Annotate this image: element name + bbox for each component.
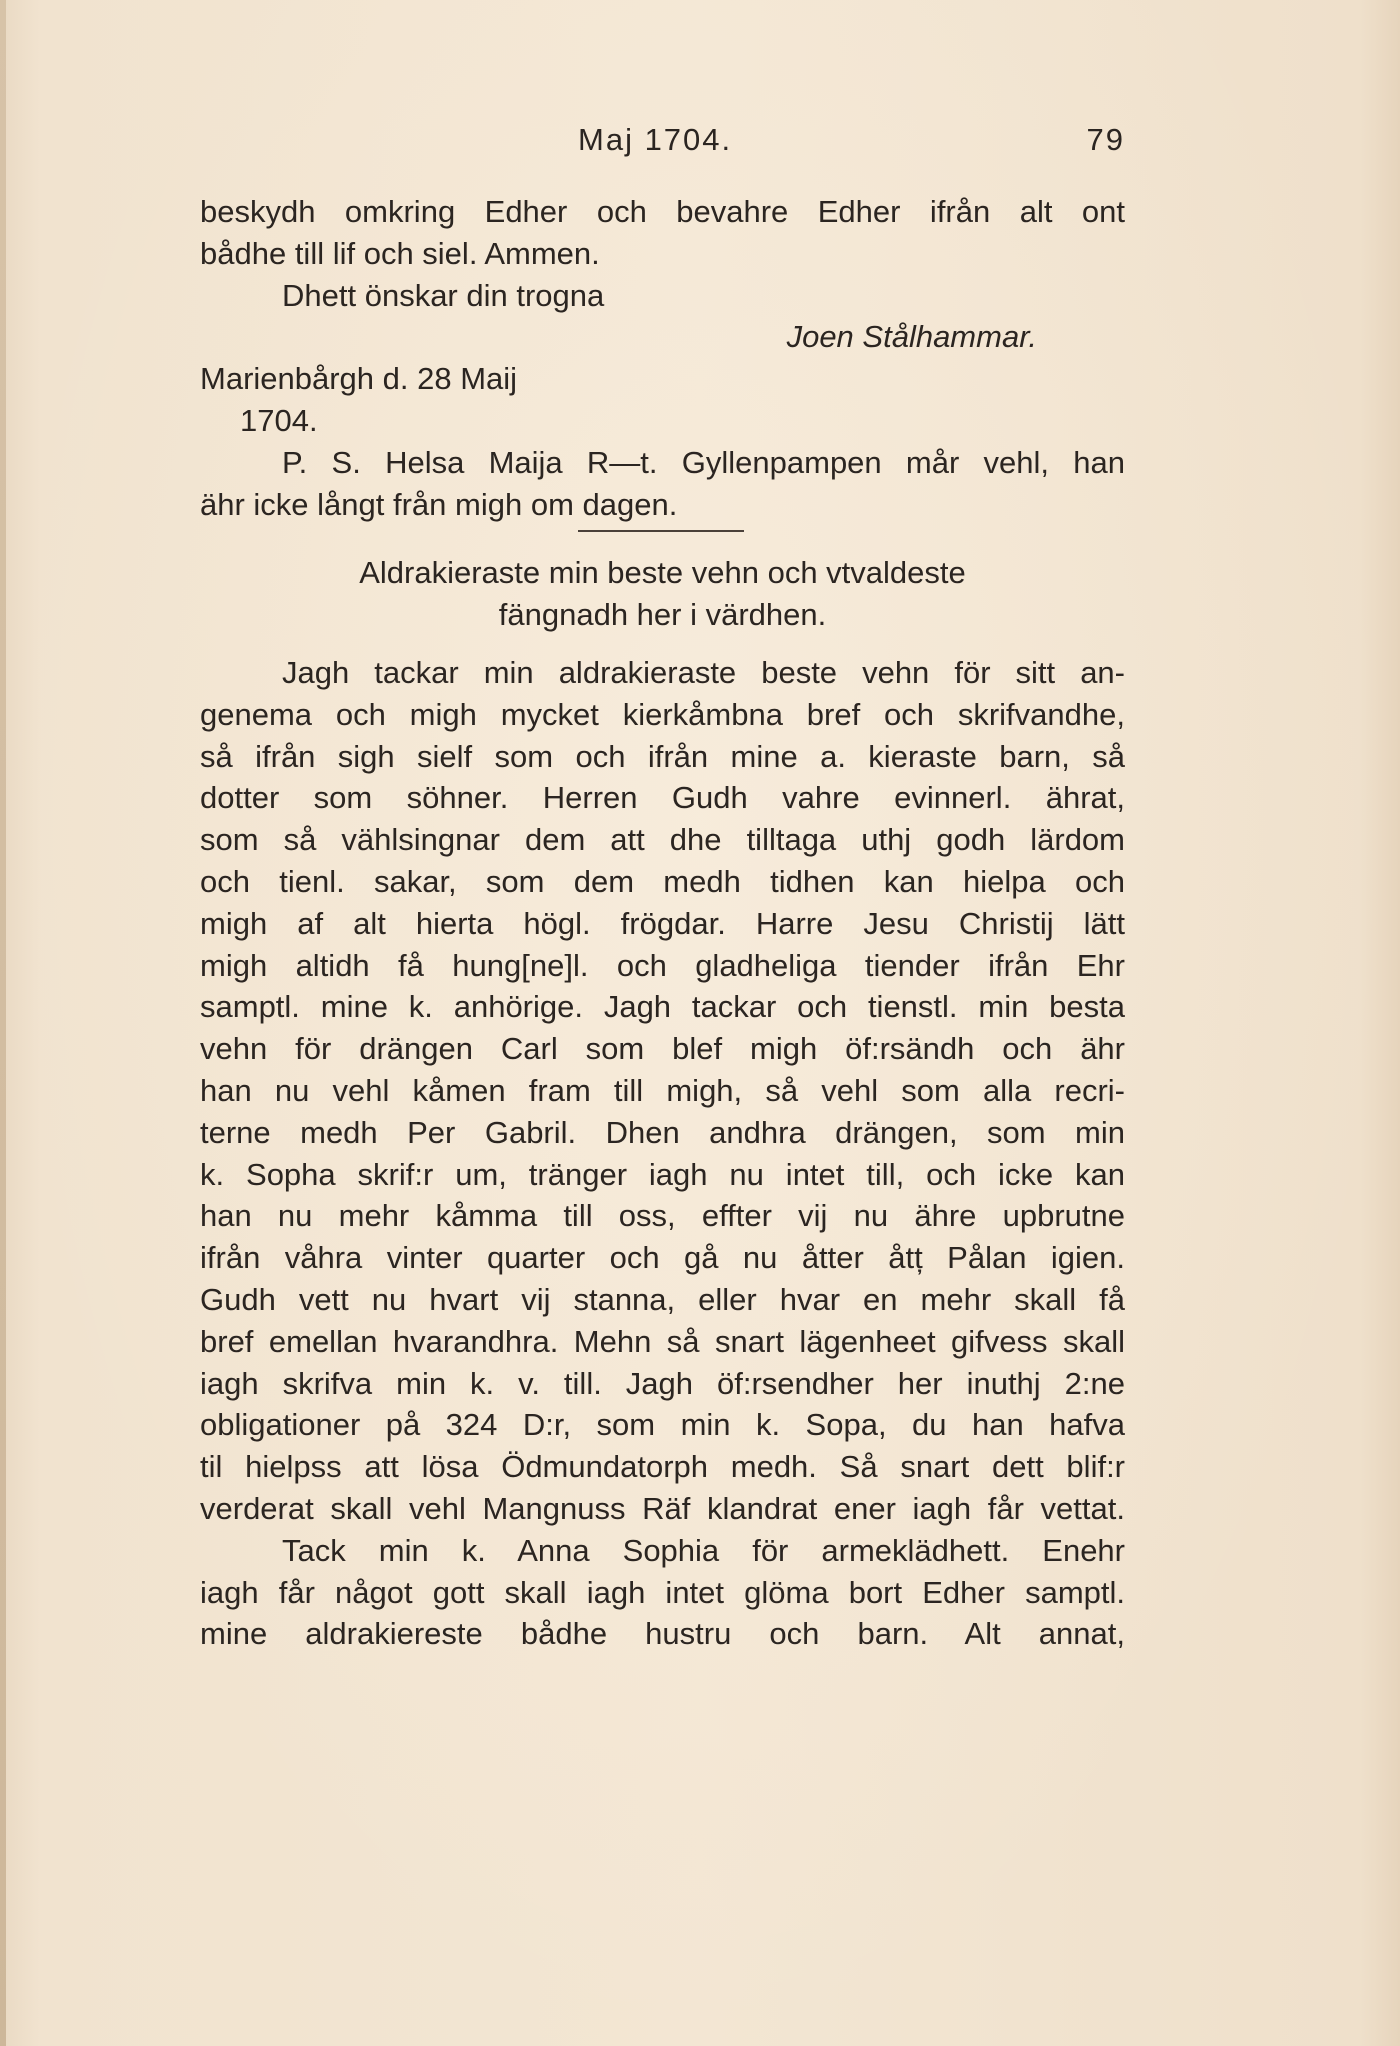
text-line: migh af alt hierta högl. frögdar. Harre Jesu Christij lätt [200, 905, 1125, 941]
text-line: beskydh omkring Edher och bevahre Edher ifrån alt ont [200, 194, 1125, 229]
salutation-line: fängnadh her i värdhen. [498, 596, 827, 632]
text-line: och tienl. sakar, som dem medh tidhen kan hielpa och [200, 863, 1125, 899]
text-line: ifrån våhra vinter quarter och gå nu åtter åtț Pålan igien. [200, 1240, 1125, 1276]
year-line: 1704. [240, 402, 318, 438]
text-line: han nu vehl kåmen fram till migh, så vehl som alla recri- [200, 1072, 1125, 1108]
text-line: vehn för drängen Carl som blef migh öf:rsändh och ähr [200, 1031, 1125, 1067]
text-line: han nu mehr kåmma till oss, effter vij nu ähre upbrutne [200, 1198, 1125, 1234]
text-line: bådhe till lif och siel. Ammen. [200, 235, 600, 271]
text-line: terne medh Per Gabril. Dhen andhra drängen, som min [200, 1114, 1125, 1150]
signature: Joen Stålhammar. [786, 319, 1037, 355]
text-line: obligationer på 324 D:r, som min k. Sopa, du han hafva [200, 1407, 1125, 1443]
text-line: samptl. mine k. anhörige. Jagh tackar och tienstl. min besta [200, 989, 1125, 1025]
letter-end [200, 191, 1125, 525]
text-line: verderat skall vehl Mangnuss Räf klandrat ener iagh får vettat. [200, 1490, 1125, 1526]
text-line: som så vählsingnar dem att dhe tilltaga uthj godh lärdom [200, 822, 1125, 858]
text-line: dotter som söhner. Herren Gudh vahre evinnerl. ährat, [200, 780, 1125, 816]
postscript-line: P. S. Helsa Maija R—t. Gyllenpampen mår vehl, han [282, 444, 1125, 480]
section-divider [578, 530, 744, 532]
text-line: iagh skrifva min k. v. till. Jagh öf:rsendher her inuthj 2:ne [200, 1365, 1125, 1401]
text-line: så ifrån sigh sielf som och ifrån mine a. kieraste barn, så [200, 738, 1125, 774]
text-line: mine aldrakiereste bådhe hustru och barn. Alt annat, [200, 1616, 1125, 1652]
text-line: k. Sopha skrif:r um, tränger iagh nu intet till, och icke kan [200, 1156, 1125, 1192]
page-number: 79 [1086, 122, 1125, 157]
place-date: Marienbårgh d. 28 Maij [200, 361, 518, 397]
text-line: Gudh vett nu hvart vij stanna, eller hvar en mehr skall få [200, 1281, 1125, 1317]
binding-edge [0, 0, 6, 2046]
text-line: iagh får något gott skall iagh intet glöma bort Edher samptl. [200, 1574, 1125, 1610]
letter-body [200, 652, 1125, 1655]
text-line: genema och migh mycket kierkåmbna bref och skrifvandhe, [200, 696, 1125, 732]
text-line: til hielpss att lösa Ödmundatorph medh. Så snart dett blif:r [200, 1449, 1125, 1485]
text-line: Jagh tackar min aldrakieraste beste vehn för sitt an- [282, 655, 1125, 690]
running-title: Maj 1704. [578, 122, 733, 157]
closing-line: Dhett önskar din trogna [282, 277, 605, 313]
salutation-line: Aldrakieraste min beste vehn och vtvaldeste [359, 555, 966, 590]
salutation [200, 552, 1125, 636]
text-line: migh altidh få hung[ne]l. och gladheliga tiender ifrån Ehr [200, 947, 1125, 983]
postscript-line: ähr icke långt från migh om dagen. [200, 486, 678, 522]
text-line: bref emellan hvarandhra. Mehn så snart lägenheet gifvess skall [200, 1323, 1125, 1359]
page-header [200, 118, 1125, 168]
text-line: Tack min k. Anna Sophia för armeklädhett. Enehr [282, 1532, 1125, 1568]
